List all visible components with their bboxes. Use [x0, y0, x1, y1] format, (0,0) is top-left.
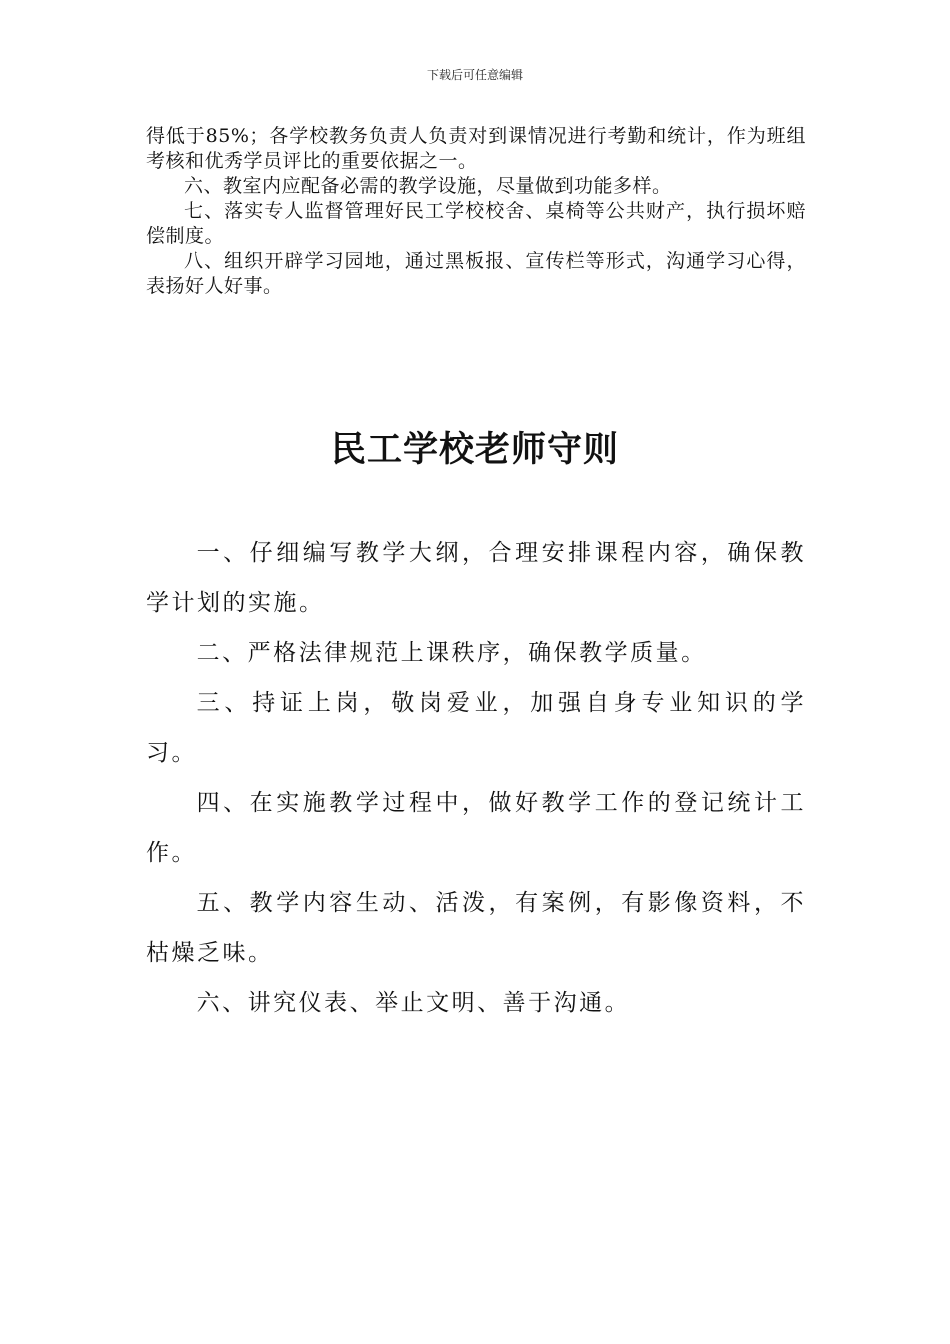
item-six-paragraph: 六、教室内应配备必需的教学设施，尽量做到功能多样。	[184, 175, 672, 197]
rule-item: 六、讲究仪表、举止文明、善于沟通。	[196, 990, 631, 1016]
continued-section	[146, 124, 806, 299]
rule-item: 一、仔细编写教学大纲，合理安排课程内容，确保教学计划的实施。	[146, 540, 806, 616]
continued-paragraph: 得低于85%；各学校教务负责人负责对到课情况进行考勤和统计，作为班组考核和优秀学员评比的重要依据之一。	[146, 125, 806, 172]
rule-item: 四、在实施教学过程中，做好教学工作的登记统计工作。	[146, 790, 806, 866]
rule-item: 三、持证上岗，敬岗爱业，加强自身专业知识的学习。	[146, 690, 806, 766]
header-note: 下载后可任意编辑	[426, 68, 523, 82]
document-title: 民工学校老师守则	[330, 430, 619, 470]
rule-item: 五、教学内容生动、活泼，有案例，有影像资料，不枯燥乏味。	[146, 890, 806, 966]
rule-item: 二、严格法律规范上课秩序，确保教学质量。	[196, 640, 707, 666]
item-eight-paragraph: 八、组织开辟学习园地，通过黑板报、宣传栏等形式，沟通学习心得，表扬好人好事。	[146, 250, 806, 297]
teacher-rules-list	[146, 528, 806, 1028]
item-seven-paragraph: 七、落实专人监督管理好民工学校校舍、桌椅等公共财产，执行损坏赔偿制度。	[146, 200, 806, 247]
